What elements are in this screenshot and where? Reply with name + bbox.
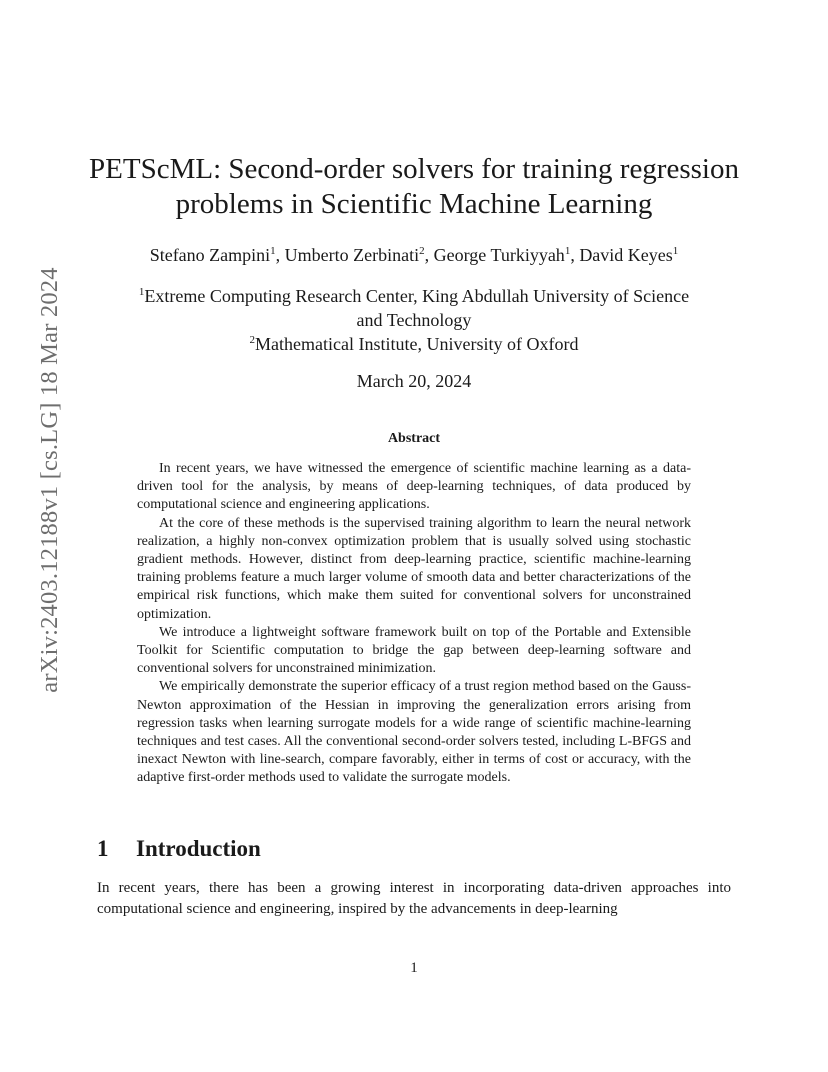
paper-title <box>80 152 748 222</box>
affiliations <box>80 284 748 356</box>
author-affiliation-mark: 2 <box>419 245 425 257</box>
section-title: Introduction <box>136 836 261 861</box>
author-list: Stefano Zampini$^1$, Umberto Zerbinati$^2$, George Turkiyyah$^1$, David Keyes$^1$ <box>149 245 679 265</box>
abstract-paragraph: We introduce a lightweight software framework built on top of the Portable and Extensible Toolkit for Scientific computation to bridge the gap between deep-learning software and conventional solvers for unconstrained minimization. <box>137 624 691 677</box>
abstract-body <box>137 460 691 788</box>
section-heading <box>97 836 261 862</box>
affiliation-2 <box>80 332 748 356</box>
affiliation-1-continued: and Technology <box>356 310 472 330</box>
author-affiliation-mark: 1 <box>270 245 276 257</box>
affiliation-mark: 1 <box>138 286 145 298</box>
section-number: 1 <box>97 836 109 861</box>
affiliation-text: Mathematical Institute, University of Oxford <box>255 334 579 354</box>
author-name: David Keyes <box>579 245 673 265</box>
affiliation-mark: 2 <box>249 334 256 346</box>
title-line-2: problems in Scientific Machine Learning <box>175 188 653 220</box>
author-affiliation-mark: 1 <box>672 245 679 257</box>
affiliation-text: Extreme Computing Research Center, King Abdullah University of Science <box>144 286 690 306</box>
page-number: 1 <box>410 960 418 976</box>
arxiv-identifier: arXiv:2403.12188v1 [cs.LG] 18 Mar 2024 <box>36 267 63 693</box>
abstract-paragraph: In recent years, we have witnessed the emergence of scientific machine learning as a data-driven tool for the analysis, by means of deep-learning techniques, of data produced by computational science and engineering applications. <box>137 461 691 513</box>
affiliation-1 <box>80 284 748 308</box>
abstract-paragraph: At the core of these methods is the supervised training algorithm to learn the neural network realization, a highly non-convex optimization problem that is usually solved using stochastic gradient methods. However, distinct from deep-learning practice, scientific machine-learning training problems feature a much larger volume of smooth data and better characterizations of the empirical risk functions, which make them suited for conventional solvers for unconstrained optimization. <box>137 515 691 622</box>
introduction-text <box>97 878 731 920</box>
publication-date: March 20, 2024 <box>356 371 472 391</box>
title-line-1: PETScML: Second-order solvers for training regression <box>89 153 739 185</box>
author-affiliation-mark: 1 <box>564 245 571 257</box>
author-name: George Turkiyyah <box>433 245 565 265</box>
author-name: Stefano Zampini <box>149 245 271 265</box>
abstract-heading: Abstract <box>387 431 441 446</box>
body-paragraph: In recent years, there has been a growing interest in incorporating data-driven approaches into computational science and engineering, inspired by the advancements in deep-learning <box>97 880 731 917</box>
abstract-paragraph: We empirically demonstrate the superior efficacy of a trust region method based on the Gauss-Newton approximation of the Hessian in improving the generalization errors arising from regression tasks when learning surrogate models for a wide range of scientific machine-learning techniques and test cases. All the conventional second-order solvers tested, including L-BFGS and inexact Newton with line-search, compare favorably, either in terms of cost or accuracy, with the adaptive first-order methods used to validate the surrogate models. <box>137 679 691 786</box>
author-name: Umberto Zerbinati <box>284 245 420 265</box>
